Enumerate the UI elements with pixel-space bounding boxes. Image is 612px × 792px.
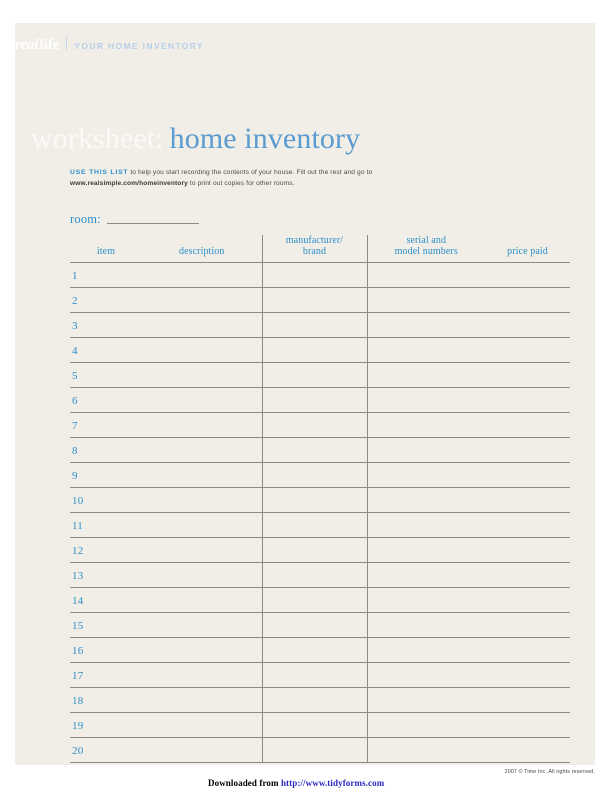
table-cell-manufacturer[interactable] xyxy=(262,563,367,588)
table-cell-price[interactable] xyxy=(485,613,570,638)
column-header-serial-line2: model numbers xyxy=(394,246,458,257)
table-cell-serial[interactable] xyxy=(367,288,485,313)
table-cell-serial[interactable] xyxy=(367,438,485,463)
table-cell-description[interactable] xyxy=(142,638,262,663)
table-cell-description[interactable] xyxy=(142,563,262,588)
table-cell-serial[interactable] xyxy=(367,688,485,713)
table-cell-serial[interactable] xyxy=(367,638,485,663)
table-row xyxy=(70,738,570,763)
table-cell-item[interactable] xyxy=(70,588,142,613)
table-cell-item[interactable] xyxy=(70,663,142,688)
table-cell-description[interactable] xyxy=(142,413,262,438)
table-cell-manufacturer[interactable] xyxy=(262,663,367,688)
column-header-price-line1: price paid xyxy=(507,246,548,257)
table-cell-description[interactable] xyxy=(142,488,262,513)
table-cell-price[interactable] xyxy=(485,713,570,738)
page-title xyxy=(31,122,360,156)
table-cell-serial[interactable] xyxy=(367,713,485,738)
column-header-serial-line1: serial and xyxy=(406,235,447,246)
table-row xyxy=(70,638,570,663)
table-cell-description[interactable] xyxy=(142,613,262,638)
table-cell-manufacturer[interactable] xyxy=(262,638,367,663)
table-cell-description[interactable] xyxy=(142,738,262,763)
row-number: 11 xyxy=(72,520,83,532)
row-number: 6 xyxy=(72,395,78,407)
table-cell-serial[interactable] xyxy=(367,513,485,538)
table-cell-serial[interactable] xyxy=(367,738,485,763)
table-header-row xyxy=(70,235,570,263)
table-cell-item[interactable] xyxy=(70,613,142,638)
table-cell-price[interactable] xyxy=(485,413,570,438)
table-row xyxy=(70,338,570,363)
table-row xyxy=(70,713,570,738)
table-cell-manufacturer[interactable] xyxy=(262,288,367,313)
row-number: 16 xyxy=(72,645,84,657)
room-input[interactable] xyxy=(107,223,199,224)
row-number: 13 xyxy=(72,570,84,582)
table-cell-item[interactable] xyxy=(70,438,142,463)
table-row xyxy=(70,388,570,413)
table-cell-price[interactable] xyxy=(485,588,570,613)
table-cell-serial[interactable] xyxy=(367,588,485,613)
instructions-text-after-url: to print out copies for other rooms. xyxy=(187,179,295,187)
table-cell-item[interactable] xyxy=(70,313,142,338)
table-cell-price[interactable] xyxy=(485,338,570,363)
table-cell-description[interactable] xyxy=(142,663,262,688)
table-cell-manufacturer[interactable] xyxy=(262,313,367,338)
table-row xyxy=(70,588,570,613)
table-cell-description[interactable] xyxy=(142,463,262,488)
masthead xyxy=(15,36,204,56)
inventory-table xyxy=(70,235,570,763)
table-cell-description[interactable] xyxy=(142,438,262,463)
row-number: 17 xyxy=(72,670,84,682)
table-cell-price[interactable] xyxy=(485,263,570,288)
table-cell-price[interactable] xyxy=(485,363,570,388)
table-row xyxy=(70,513,570,538)
brand-life-text: life xyxy=(39,37,60,53)
table-cell-price[interactable] xyxy=(485,738,570,763)
title-prefix: worksheet: xyxy=(31,122,164,155)
table-cell-description[interactable] xyxy=(142,538,262,563)
column-header-manufacturer xyxy=(262,235,367,263)
title-main: home inventory xyxy=(169,122,361,155)
column-header-serial xyxy=(367,235,485,263)
row-number: 15 xyxy=(72,620,84,632)
table-cell-manufacturer[interactable] xyxy=(262,713,367,738)
table-cell-description[interactable] xyxy=(142,688,262,713)
instructions-lead: USE THIS LIST xyxy=(70,169,129,176)
masthead-tagline: YOUR HOME INVENTORY xyxy=(74,41,204,51)
brand-real-text: real xyxy=(15,37,39,53)
table-cell-serial[interactable] xyxy=(367,313,485,338)
table-row xyxy=(70,538,570,563)
table-cell-manufacturer[interactable] xyxy=(262,338,367,363)
row-number: 4 xyxy=(72,345,78,357)
table-cell-item[interactable] xyxy=(70,363,142,388)
table-cell-serial[interactable] xyxy=(367,488,485,513)
table-row xyxy=(70,313,570,338)
table-row xyxy=(70,463,570,488)
row-number: 2 xyxy=(72,295,78,307)
row-number: 18 xyxy=(72,695,84,707)
instructions-paragraph xyxy=(70,168,470,189)
row-number: 20 xyxy=(72,745,84,757)
table-cell-item[interactable] xyxy=(70,288,142,313)
table-cell-manufacturer[interactable] xyxy=(262,488,367,513)
row-number: 10 xyxy=(72,495,84,507)
table-cell-price[interactable] xyxy=(485,463,570,488)
table-cell-manufacturer[interactable] xyxy=(262,588,367,613)
table-cell-item[interactable] xyxy=(70,713,142,738)
table-cell-price[interactable] xyxy=(485,538,570,563)
row-number: 19 xyxy=(72,720,84,732)
table-body xyxy=(70,263,570,763)
table-cell-serial[interactable] xyxy=(367,613,485,638)
row-number: 9 xyxy=(72,470,78,482)
row-number: 12 xyxy=(72,545,84,557)
column-header-manufacturer-line1: manufacturer/ xyxy=(285,235,344,246)
table-cell-item[interactable] xyxy=(70,463,142,488)
table-row xyxy=(70,438,570,463)
table-cell-description[interactable] xyxy=(142,713,262,738)
table-cell-price[interactable] xyxy=(485,488,570,513)
table-cell-price[interactable] xyxy=(485,663,570,688)
column-header-item xyxy=(70,235,142,263)
table-row xyxy=(70,288,570,313)
table-cell-description[interactable] xyxy=(142,313,262,338)
table-cell-item[interactable] xyxy=(70,413,142,438)
table-cell-item[interactable] xyxy=(70,263,142,288)
table-cell-description[interactable] xyxy=(142,338,262,363)
table-cell-item[interactable] xyxy=(70,388,142,413)
table-row xyxy=(70,663,570,688)
room-label: room: xyxy=(70,212,101,226)
column-header-price xyxy=(485,235,570,263)
table-cell-manufacturer[interactable] xyxy=(262,263,367,288)
table-cell-serial[interactable] xyxy=(367,463,485,488)
table-cell-serial[interactable] xyxy=(367,263,485,288)
table-cell-item[interactable] xyxy=(70,538,142,563)
table-cell-serial[interactable] xyxy=(367,413,485,438)
row-number: 1 xyxy=(72,270,78,282)
table-cell-serial[interactable] xyxy=(367,563,485,588)
table-row xyxy=(70,488,570,513)
table-cell-price[interactable] xyxy=(485,288,570,313)
table-cell-price[interactable] xyxy=(485,438,570,463)
table-cell-serial[interactable] xyxy=(367,363,485,388)
table-cell-description[interactable] xyxy=(142,388,262,413)
downloaded-link[interactable]: http://www.tidyforms.com xyxy=(280,778,385,788)
brand-divider xyxy=(66,37,67,50)
table-cell-item[interactable] xyxy=(70,488,142,513)
column-header-item-line1: item xyxy=(96,246,116,257)
table-cell-manufacturer[interactable] xyxy=(262,613,367,638)
table-cell-manufacturer[interactable] xyxy=(262,463,367,488)
table-cell-description[interactable] xyxy=(142,363,262,388)
column-header-description xyxy=(142,235,262,263)
table-cell-item[interactable] xyxy=(70,513,142,538)
copyright-text: 2007 © Time Inc. All rights reserved. xyxy=(504,769,595,775)
table-cell-item[interactable] xyxy=(70,638,142,663)
table-row xyxy=(70,363,570,388)
instructions-url: www.realsimple.com/homeinventory xyxy=(70,179,188,187)
table-cell-description[interactable] xyxy=(142,288,262,313)
table-cell-price[interactable] xyxy=(485,638,570,663)
downloaded-from-line xyxy=(208,778,384,788)
table-cell-price[interactable] xyxy=(485,513,570,538)
table-row xyxy=(70,263,570,288)
table-cell-description[interactable] xyxy=(142,263,262,288)
inventory-table-wrap xyxy=(70,235,570,763)
table-cell-serial[interactable] xyxy=(367,663,485,688)
table-cell-price[interactable] xyxy=(485,563,570,588)
table-row xyxy=(70,563,570,588)
row-number: 8 xyxy=(72,445,78,457)
downloaded-prefix: Downloaded from xyxy=(208,778,281,788)
table-cell-manufacturer[interactable] xyxy=(262,388,367,413)
table-cell-item[interactable] xyxy=(70,563,142,588)
table-row xyxy=(70,688,570,713)
table-cell-manufacturer[interactable] xyxy=(262,413,367,438)
table-cell-price[interactable] xyxy=(485,688,570,713)
row-number: 3 xyxy=(72,320,78,332)
table-cell-manufacturer[interactable] xyxy=(262,738,367,763)
column-header-manufacturer-line2: brand xyxy=(302,246,327,257)
table-cell-description[interactable] xyxy=(142,588,262,613)
table-header xyxy=(70,235,570,263)
table-cell-item[interactable] xyxy=(70,338,142,363)
table-cell-manufacturer[interactable] xyxy=(262,438,367,463)
table-cell-price[interactable] xyxy=(485,388,570,413)
table-cell-item[interactable] xyxy=(70,688,142,713)
instructions-text-before-url: to help you start recording the contents of your house. Fill out the rest and go to xyxy=(128,169,373,176)
table-cell-manufacturer[interactable] xyxy=(262,688,367,713)
table-cell-serial[interactable] xyxy=(367,338,485,363)
table-cell-manufacturer[interactable] xyxy=(262,513,367,538)
row-number: 7 xyxy=(72,420,78,432)
table-cell-price[interactable] xyxy=(485,313,570,338)
table-row xyxy=(70,613,570,638)
room-field-row xyxy=(70,212,199,227)
table-row xyxy=(70,413,570,438)
table-cell-serial[interactable] xyxy=(367,538,485,563)
table-cell-item[interactable] xyxy=(70,738,142,763)
table-cell-description[interactable] xyxy=(142,513,262,538)
table-cell-manufacturer[interactable] xyxy=(262,538,367,563)
row-number: 14 xyxy=(72,595,84,607)
table-cell-serial[interactable] xyxy=(367,388,485,413)
page-panel xyxy=(15,23,595,765)
table-cell-manufacturer[interactable] xyxy=(262,363,367,388)
column-header-description-line1: description xyxy=(178,246,225,257)
row-number: 5 xyxy=(72,370,78,382)
